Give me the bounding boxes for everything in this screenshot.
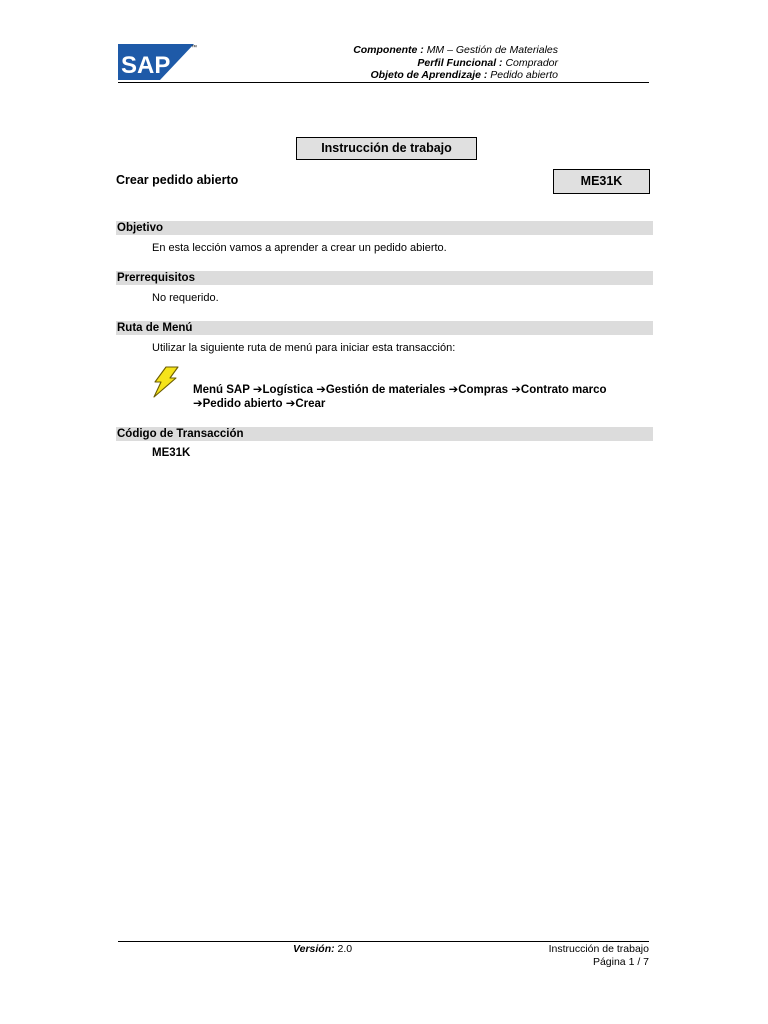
footer-version: Versión: 2.0 — [293, 943, 353, 955]
header-divider — [118, 82, 649, 83]
transaction-code-box: ME31K — [553, 169, 650, 194]
menu-path: Menú SAP ➔Logística ➔Gestión de materiales ➔Compras ➔Contrato marco ➔Pedido abierto ➔Crear — [193, 384, 607, 410]
lightning-bolt-icon — [150, 366, 180, 398]
document-type-title: Instrucción de trabajo — [296, 137, 477, 160]
header-meta — [353, 44, 558, 82]
meta-component: Componente : MM – Gestión de Materiales — [353, 44, 558, 56]
footer-divider — [118, 941, 649, 942]
svg-text:SAP: SAP — [121, 52, 171, 79]
section-heading-objetivo: Objetivo — [116, 221, 653, 235]
ruta-intro-text: Utilizar la siguiente ruta de menú para iniciar esta transacción: — [152, 342, 456, 354]
footer-page-number: Página 1 / 7 — [592, 955, 649, 968]
sap-logo — [118, 42, 198, 82]
footer-doc-type: Instrucción de trabajo — [548, 943, 649, 955]
transaction-code-value: ME31K — [152, 447, 191, 459]
section-heading-codigo-transaccion: Código de Transacción — [116, 427, 653, 441]
section-heading-prerrequisitos: Prerrequisitos — [116, 271, 653, 285]
objetivo-text: En esta lección vamos a aprender a crear un pedido abierto. — [152, 242, 447, 254]
prerrequisitos-text: No requerido. — [152, 292, 219, 304]
meta-profile: Perfil Funcional : Comprador — [417, 56, 558, 69]
procedure-title: Crear pedido abierto — [116, 173, 239, 187]
meta-learning-object: Objeto de Aprendizaje : Pedido abierto — [370, 69, 558, 81]
section-heading-ruta-menu: Ruta de Menú — [116, 321, 653, 335]
footer-doc-info — [549, 943, 649, 968]
svg-text:™: ™ — [191, 45, 197, 51]
